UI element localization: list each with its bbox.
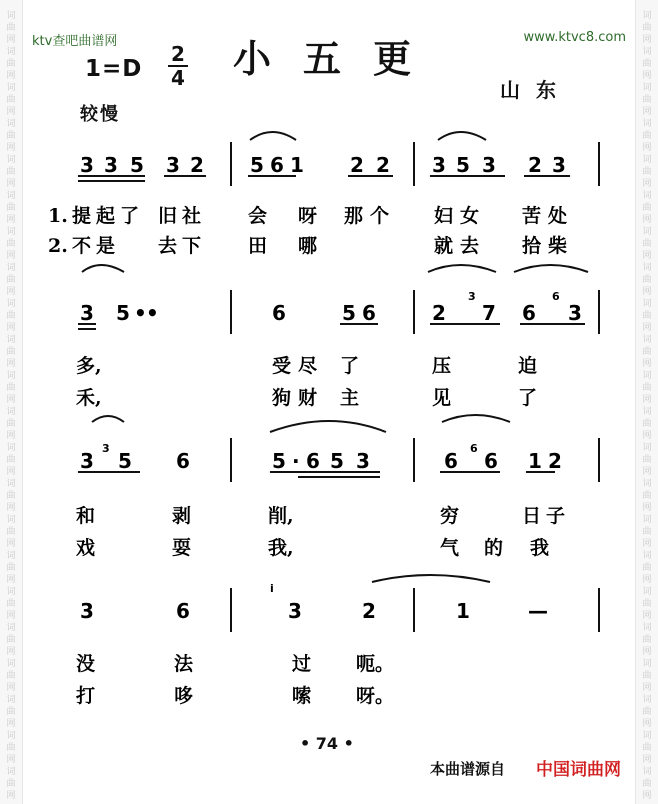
- lyric: 多,: [76, 355, 102, 377]
- watermark-glyph: 曲: [642, 599, 652, 609]
- watermark-glyph: 网: [6, 683, 16, 693]
- lyric: 下: [182, 235, 202, 257]
- watermark-glyph: 曲: [6, 707, 16, 717]
- slur: [92, 416, 124, 422]
- watermark-glyph: 词: [642, 659, 652, 669]
- note: 6: [444, 449, 458, 473]
- lyric: 提: [72, 205, 92, 227]
- lyric: 个: [370, 205, 390, 227]
- watermark-glyph: 词: [642, 227, 652, 237]
- watermark-glyph: 曲: [642, 203, 652, 213]
- note: 5: [130, 153, 144, 177]
- watermark-glyph: 曲: [6, 311, 16, 321]
- watermark-glyph: 网: [642, 539, 652, 549]
- watermark-glyph: 词: [642, 11, 652, 21]
- watermark-glyph: 曲: [6, 527, 16, 537]
- watermark-glyph: 曲: [642, 563, 652, 573]
- watermark-glyph: 词: [6, 119, 16, 129]
- song-title: 小五更: [233, 36, 444, 81]
- note: 2: [548, 449, 562, 473]
- lyric: 2.: [48, 235, 68, 257]
- watermark-glyph: 曲: [6, 95, 16, 105]
- watermark-glyph: 网: [642, 143, 652, 153]
- lyric: 苦: [522, 205, 542, 227]
- watermark-glyph: 词: [642, 191, 652, 201]
- watermark-glyph: 网: [6, 179, 16, 189]
- watermark-glyph: 网: [642, 431, 652, 441]
- watermark-glyph: 词: [6, 263, 16, 273]
- watermark-glyph: 词: [6, 11, 16, 21]
- watermark-glyph: 曲: [642, 95, 652, 105]
- note: 3: [288, 599, 302, 623]
- watermark-glyph: 词: [6, 155, 16, 165]
- lyric: 社: [182, 205, 202, 227]
- watermark-glyph: 词: [642, 335, 652, 345]
- watermark-glyph: 词: [642, 443, 652, 453]
- watermark-glyph: 网: [6, 431, 16, 441]
- watermark-glyph: 网: [6, 467, 16, 477]
- lyric: 见: [432, 387, 452, 409]
- note: 6: [484, 449, 498, 473]
- lyric: 呀。: [356, 685, 395, 707]
- watermark-glyph: 曲: [6, 59, 16, 69]
- lyric: 去: [460, 235, 480, 257]
- watermark-glyph: 词: [642, 767, 652, 777]
- watermark-glyph: 曲: [6, 635, 16, 645]
- dash-mark: —: [528, 599, 548, 623]
- watermark-glyph: 曲: [6, 671, 16, 681]
- lyric: 了: [120, 205, 140, 227]
- dot-mark: •: [134, 301, 147, 325]
- slur: [442, 415, 510, 422]
- watermark-glyph: 网: [6, 539, 16, 549]
- note: 6: [176, 449, 190, 473]
- meter-numerator: 2: [171, 42, 185, 66]
- watermark-glyph: 曲: [6, 239, 16, 249]
- lyric: 财: [298, 387, 318, 409]
- watermark-glyph: 网: [6, 503, 16, 513]
- watermark-glyph: 词: [6, 335, 16, 345]
- lyric: 穷: [440, 505, 460, 527]
- grace-note: i: [270, 582, 274, 595]
- watermark-glyph: 曲: [6, 23, 16, 33]
- lyric: 剥: [172, 505, 192, 527]
- lyric: 子: [546, 505, 566, 527]
- grace-note: 3: [468, 290, 476, 303]
- watermark-glyph: 网: [642, 287, 652, 297]
- lyric: 尽: [298, 355, 318, 377]
- watermark-glyph: 曲: [6, 419, 16, 429]
- watermark-glyph: 网: [6, 323, 16, 333]
- watermark-glyph: 词: [6, 623, 16, 633]
- lyric: 法: [174, 653, 194, 675]
- note: 6: [176, 599, 190, 623]
- watermark-glyph: 词: [6, 191, 16, 201]
- note: 6: [362, 301, 376, 325]
- watermark-glyph: 曲: [642, 455, 652, 465]
- note: 3: [104, 153, 118, 177]
- lyric: 受: [272, 355, 292, 377]
- lyric: 妇: [434, 205, 454, 227]
- watermark-glyph: 曲: [6, 491, 16, 501]
- watermark-glyph: 网: [6, 611, 16, 621]
- watermark-glyph: 曲: [6, 455, 16, 465]
- watermark-glyph: 词: [642, 47, 652, 57]
- lyric: 嗦: [292, 685, 312, 707]
- watermark-glyph: 曲: [642, 239, 652, 249]
- lyric: 日: [522, 505, 542, 527]
- note: 3: [166, 153, 180, 177]
- lyric: 会: [248, 205, 268, 227]
- lyric: 狗: [272, 387, 292, 409]
- watermark-glyph: 网: [642, 791, 652, 801]
- watermark-glyph: 词: [6, 83, 16, 93]
- source-label: 本曲谱源自: [430, 760, 506, 778]
- watermark-glyph: 网: [642, 179, 652, 189]
- note: 6: [306, 449, 320, 473]
- watermark-glyph: 曲: [642, 23, 652, 33]
- slur: [428, 265, 496, 272]
- dot-mark: ·: [292, 449, 300, 473]
- watermark-glyph: 网: [6, 359, 16, 369]
- watermark-glyph: 曲: [642, 743, 652, 753]
- song-region: 山东: [500, 78, 572, 102]
- lyric: 过: [292, 653, 312, 675]
- site-url-right: www.ktvc8.com: [523, 30, 626, 45]
- slur: [372, 575, 490, 582]
- watermark-glyph: 词: [6, 515, 16, 525]
- watermark-glyph: 曲: [642, 275, 652, 285]
- watermark-glyph: 网: [642, 323, 652, 333]
- watermark-glyph: 曲: [6, 779, 16, 789]
- note: 3: [568, 301, 582, 325]
- note: 3: [80, 301, 94, 325]
- note: 1: [528, 449, 542, 473]
- watermark-glyph: 网: [6, 755, 16, 765]
- lyric: 不: [72, 235, 92, 257]
- lyric: 戏: [76, 537, 96, 559]
- watermark-glyph: 词: [6, 695, 16, 705]
- watermark-glyph: 网: [642, 107, 652, 117]
- watermark-glyph: 曲: [642, 491, 652, 501]
- lyric: 1.: [48, 205, 68, 227]
- watermark-glyph: 词: [642, 263, 652, 273]
- watermark-glyph: 词: [6, 551, 16, 561]
- watermark-glyph: 曲: [6, 203, 16, 213]
- watermark-glyph: 网: [642, 611, 652, 621]
- watermark-glyph: 网: [642, 719, 652, 729]
- note: 2: [432, 301, 446, 325]
- watermark-glyph: 曲: [6, 743, 16, 753]
- lyric: 拾: [522, 235, 542, 257]
- note: 3: [432, 153, 446, 177]
- watermark-glyph: 曲: [6, 131, 16, 141]
- watermark-glyph: 词: [642, 515, 652, 525]
- lyric: 压: [432, 355, 452, 377]
- lyric: 了: [518, 387, 538, 409]
- note: 5: [342, 301, 356, 325]
- lyric: 迫: [518, 355, 538, 377]
- watermark-glyph: 曲: [642, 311, 652, 321]
- watermark-glyph: 词: [642, 587, 652, 597]
- key-signature: 1=D: [85, 56, 143, 82]
- lyric: 起: [96, 205, 116, 227]
- watermark-glyph: 网: [642, 683, 652, 693]
- note: 3: [80, 153, 94, 177]
- note: 2: [350, 153, 364, 177]
- lyric: 禾,: [76, 387, 102, 409]
- watermark-glyph: 网: [642, 575, 652, 585]
- tempo-marking: 较慢: [80, 104, 120, 125]
- slur: [270, 421, 386, 432]
- watermark-glyph: 网: [6, 71, 16, 81]
- watermark-glyph: 词: [642, 695, 652, 705]
- page-number: • 74 •: [300, 734, 354, 753]
- watermark-glyph: 网: [6, 287, 16, 297]
- note: 5: [330, 449, 344, 473]
- watermark-glyph: 词: [6, 443, 16, 453]
- dot-mark: •: [146, 301, 159, 325]
- lyric: 就: [434, 235, 454, 257]
- watermark-glyph: 词: [6, 479, 16, 489]
- note: 2: [376, 153, 390, 177]
- watermark-glyph: 网: [642, 71, 652, 81]
- note: 3: [356, 449, 370, 473]
- lyric: 没: [76, 653, 96, 675]
- watermark-glyph: 网: [6, 35, 16, 45]
- watermark-glyph: 网: [6, 143, 16, 153]
- watermark-glyph: 曲: [642, 167, 652, 177]
- note: 3: [482, 153, 496, 177]
- watermark-glyph: 词: [642, 623, 652, 633]
- note: 5: [272, 449, 286, 473]
- watermark-glyph: 网: [6, 251, 16, 261]
- note: 6: [270, 153, 284, 177]
- watermark-glyph: 词: [642, 731, 652, 741]
- site-name-left: ktv查吧曲谱网: [32, 34, 118, 49]
- note: 2: [362, 599, 376, 623]
- watermark-glyph: 曲: [642, 383, 652, 393]
- lyric: 打: [76, 685, 96, 707]
- note: 5: [118, 449, 132, 473]
- watermark-glyph: 网: [6, 575, 16, 585]
- watermark-glyph: 网: [642, 395, 652, 405]
- lyric: 削,: [268, 505, 294, 527]
- watermark-glyph: 网: [6, 395, 16, 405]
- note: 5: [456, 153, 470, 177]
- source-site-link[interactable]: 中国词曲网: [536, 760, 621, 780]
- lyric: 是: [96, 235, 116, 257]
- note: 2: [190, 153, 204, 177]
- watermark-glyph: 词: [6, 587, 16, 597]
- watermark-glyph: 曲: [642, 347, 652, 357]
- watermark-glyph: 曲: [6, 347, 16, 357]
- watermark-glyph: 曲: [6, 167, 16, 177]
- note: 1: [456, 599, 470, 623]
- watermark-glyph: 词: [6, 659, 16, 669]
- note: 5: [250, 153, 264, 177]
- lyric: 哪: [298, 235, 318, 257]
- watermark-glyph: 曲: [642, 131, 652, 141]
- watermark-glyph: 网: [642, 215, 652, 225]
- note: 3: [552, 153, 566, 177]
- lyric: 柴: [548, 235, 568, 257]
- watermark-glyph: 曲: [6, 599, 16, 609]
- watermark-glyph: 网: [6, 647, 16, 657]
- lyric: 去: [158, 235, 178, 257]
- lyric: 那: [344, 205, 364, 227]
- watermark-glyph: 曲: [6, 563, 16, 573]
- watermark-glyph: 网: [642, 35, 652, 45]
- watermark-glyph: 曲: [642, 59, 652, 69]
- note: 3: [80, 599, 94, 623]
- watermark-glyph: 网: [642, 647, 652, 657]
- watermark-glyph: 网: [6, 719, 16, 729]
- note: 6: [272, 301, 286, 325]
- watermark-glyph: 词: [6, 227, 16, 237]
- watermark-glyph: 曲: [6, 383, 16, 393]
- watermark-glyph: 曲: [642, 707, 652, 717]
- lyric: 了: [340, 355, 360, 377]
- watermark-glyph: 曲: [6, 275, 16, 285]
- watermark-glyph: 词: [6, 407, 16, 417]
- lyric: 旧: [158, 205, 178, 227]
- note: 5: [116, 301, 130, 325]
- watermark-glyph: 曲: [642, 779, 652, 789]
- note: 7: [482, 301, 496, 325]
- lyric: 田: [248, 235, 268, 257]
- note: 1: [290, 153, 304, 177]
- watermark-glyph: 词: [642, 119, 652, 129]
- lyric: 和: [76, 505, 96, 527]
- watermark-glyph: 网: [642, 467, 652, 477]
- watermark-glyph: 词: [6, 731, 16, 741]
- slur: [438, 132, 486, 140]
- note: 3: [80, 449, 94, 473]
- lyric: 主: [340, 387, 360, 409]
- grace-note: 6: [470, 442, 478, 455]
- watermark-glyph: 词: [642, 479, 652, 489]
- watermark-glyph: 词: [642, 299, 652, 309]
- grace-note: 3: [102, 442, 110, 455]
- watermark-glyph: 词: [642, 371, 652, 381]
- lyric: 耍: [172, 537, 192, 559]
- slur: [514, 265, 588, 272]
- slur: [82, 265, 124, 272]
- lyric: 哆: [174, 685, 194, 707]
- grace-note: 6: [552, 290, 560, 303]
- lyric: 我: [530, 537, 550, 559]
- slur: [250, 132, 296, 140]
- watermark-glyph: 网: [642, 251, 652, 261]
- watermark-glyph: 网: [642, 359, 652, 369]
- watermark-glyph: 词: [642, 155, 652, 165]
- watermark-glyph: 网: [642, 755, 652, 765]
- watermark-glyph: 词: [6, 299, 16, 309]
- lyric: 处: [548, 205, 568, 227]
- lyric: 的: [484, 537, 504, 559]
- watermark-glyph: 网: [6, 791, 16, 801]
- watermark-glyph: 词: [6, 767, 16, 777]
- lyric: 呀: [298, 205, 318, 227]
- meter-denominator: 4: [171, 66, 185, 90]
- watermark-glyph: 网: [642, 503, 652, 513]
- watermark-glyph: 曲: [642, 671, 652, 681]
- watermark-glyph: 网: [6, 107, 16, 117]
- watermark-glyph: 词: [642, 551, 652, 561]
- note: 2: [528, 153, 542, 177]
- lyric: 气: [440, 537, 460, 559]
- note: 6: [522, 301, 536, 325]
- watermark-glyph: 词: [642, 407, 652, 417]
- watermark-glyph: 词: [6, 371, 16, 381]
- lyric: 呃。: [356, 653, 395, 675]
- watermark-glyph: 曲: [642, 635, 652, 645]
- watermark-glyph: 曲: [642, 527, 652, 537]
- watermark-glyph: 网: [6, 215, 16, 225]
- watermark-glyph: 词: [6, 47, 16, 57]
- lyric: 我,: [268, 537, 294, 559]
- watermark-glyph: 词: [642, 83, 652, 93]
- lyric: 女: [460, 205, 480, 227]
- watermark-glyph: 曲: [642, 419, 652, 429]
